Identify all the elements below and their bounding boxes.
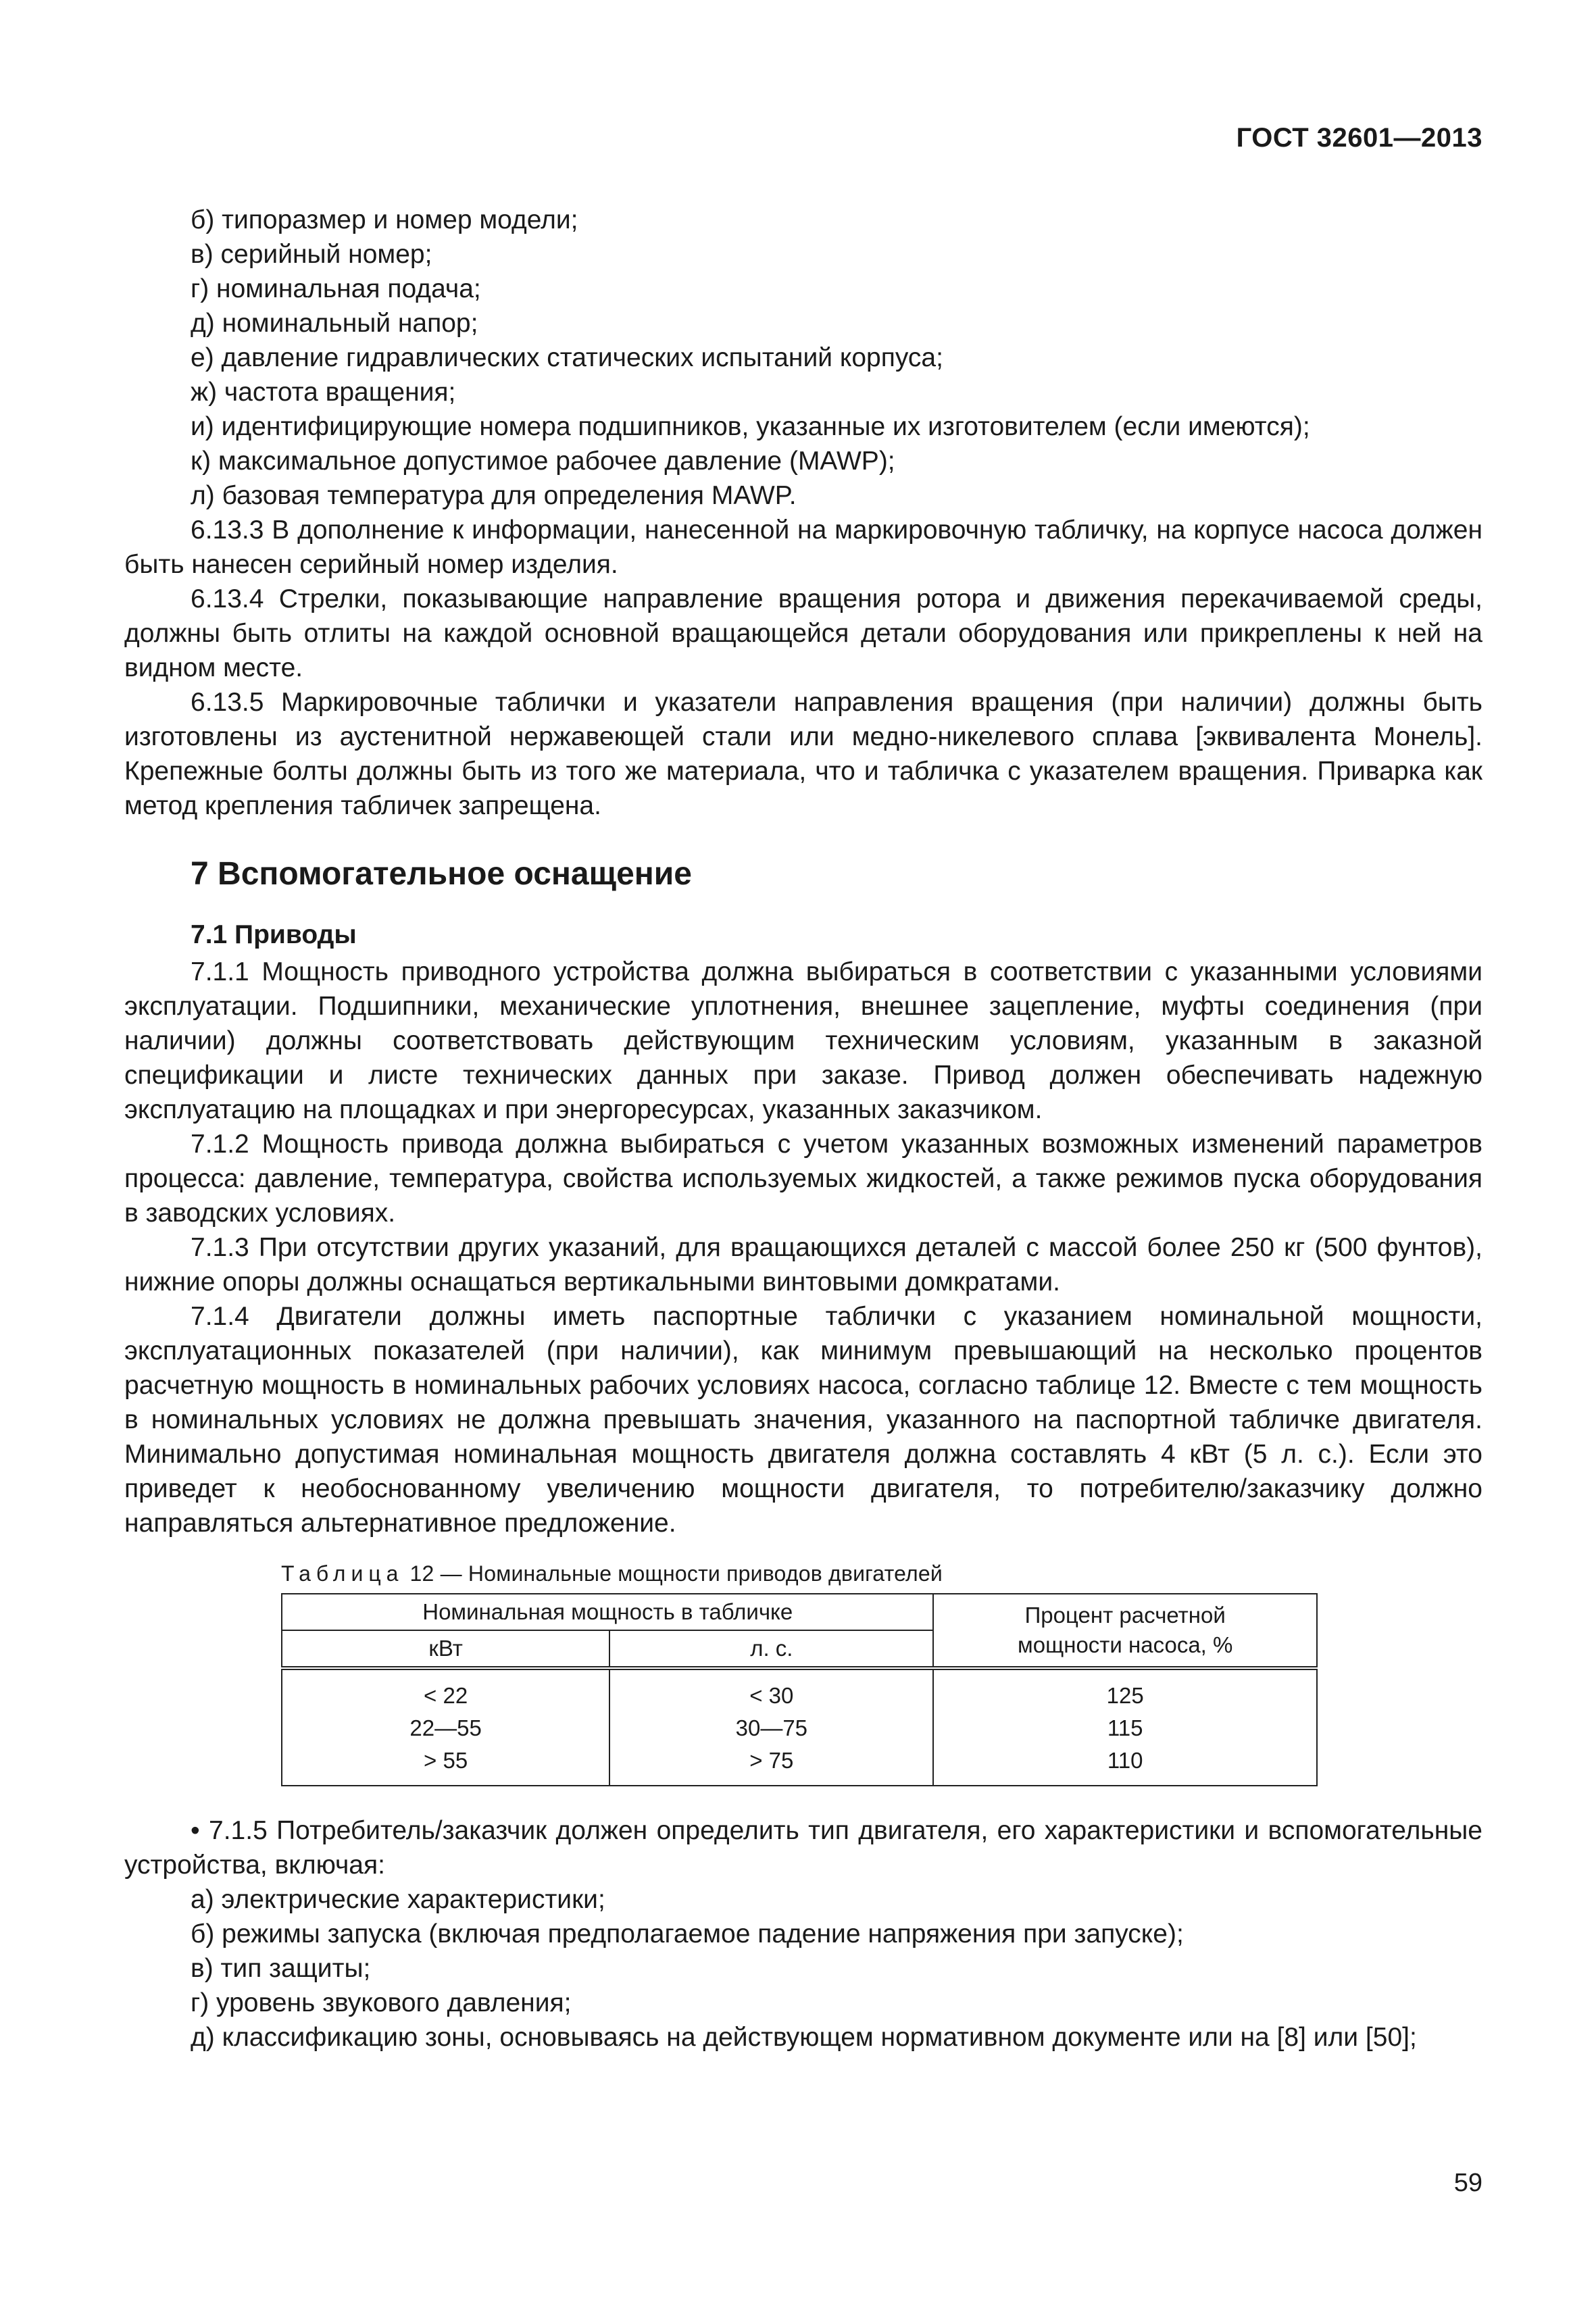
paragraph-7-1-4: 7.1.4 Двигатели должны иметь паспортные таблички с указанием номинальной мощности, эксплуатационных показателей (при наличии), как минимум превышающий на несколько процентов расчетную мощность в номинальных рабочих условиях насоса, согласно таблице 12. Вместе с тем мощность в номинальных условиях не должна превышать значения, указанного на паспортной табличке двигателя. Минимально допустимая номинальная мощность двигателя должна составлять 4 кВт (5 л. с.). Если это приведет к необоснованному увеличению мощности двигателя, то потребителю/заказчику должно направляться альтернативное предложение. [124,1302,1482,1538]
table-cell-percent: 110 [933,1744,1317,1786]
list-item: б) режимы запуска (включая предполагаемое падение напряжения при запуске); [191,1919,1184,1948]
list-item: е) давление гидравлических статических испытаний корпуса; [191,343,943,372]
table-cell-kw: > 55 [282,1744,609,1786]
table-12-caption [281,1558,1482,1589]
table-cell-percent: 125 [933,1668,1317,1712]
subsection-7-1-heading: 7.1 Приводы [191,920,357,949]
list-item: и) идентифицирующие номера подшипников, указанные их изготовителем (если имеются); [191,412,1310,441]
paragraph-6-13-3: 6.13.3 В дополнение к информации, нанесенной на маркировочную табличку, на корпусе насоса должен быть нанесен серийный номер изделия. [124,515,1482,579]
list-item: к) максимальное допустимое рабочее давление (MAWP); [191,447,895,476]
table-header-percent [933,1594,1317,1668]
table-row [282,1712,1317,1744]
section-7-heading: 7 Вспомогательное оснащение [191,856,692,892]
paragraph-7-1-3: 7.1.3 При отсутствии других указаний, для вращающихся деталей с массой более 250 кг (500 фунтов), нижние опоры должны оснащаться вертикальными винтовыми домкратами. [124,1233,1482,1297]
paragraph-7-1-5: • 7.1.5 Потребитель/заказчик должен определить тип двигателя, его характеристики и вспомогательные устройства, включая: [124,1816,1482,1880]
list-item: в) тип защиты; [191,1954,371,1983]
table-caption-text: 12 — Номинальные мощности приводов двигателей [403,1561,943,1586]
page-body [124,203,1482,2055]
page-number: 59 [1453,2169,1482,2197]
table-header-percent-text: Процент расчетной мощности насоса, % [1018,1603,1233,1657]
paragraph-6-13-4: 6.13.4 Стрелки, показывающие направление вращения ротора и движения перекачиваемой среды, должны быть отлиты на каждой основной вращающейся детали оборудования или прикреплены к ней на видном месте. [124,584,1482,682]
list-item: д) номинальный напор; [191,309,478,338]
list-item: а) электрические характеристики; [191,1885,605,1914]
table-12 [281,1593,1318,1786]
table-cell-kw: 22—55 [282,1712,609,1744]
table-cell-percent: 115 [933,1712,1317,1744]
table-cell-hp: 30—75 [609,1712,933,1744]
table-row [282,1668,1317,1712]
paragraph-6-13-5: 6.13.5 Маркировочные таблички и указатели направления вращения (при наличии) должны быть изготовлены из аустенитной нержавеющей стали или медно-никелевого сплава [эквивалента Монель]. Крепежные болты должны быть из того же материала, что и табличка с указателем вращения. Приварка как метод крепления табличек запрещена. [124,688,1482,820]
table-header-kw: кВт [282,1630,609,1668]
table-cell-kw: < 22 [282,1668,609,1712]
table-row [282,1744,1317,1786]
list-item: л) базовая температура для определения MAWP. [191,481,797,510]
paragraph-7-1-2: 7.1.2 Мощность привода должна выбираться с учетом указанных возможных изменений параметров процесса: давление, температура, свойства используемых жидкостей, а также режимов пуска оборудования в заводских условиях. [124,1130,1482,1228]
doc-code-header: ГОСТ 32601—2013 [1236,123,1482,153]
table-cell-hp: < 30 [609,1668,933,1712]
table-header-group: Номинальная мощность в табличке [282,1594,933,1630]
table-caption-label: Таблица [281,1561,404,1586]
list-item: д) классификацию зоны, основываясь на действующем нормативном документе или на [8] или [50]; [191,2023,1417,2052]
table-header-hp: л. с. [609,1630,933,1668]
table-cell-hp: > 75 [609,1744,933,1786]
list-item: б) типоразмер и номер модели; [191,205,578,234]
list-item: ж) частота вращения; [191,378,456,407]
paragraph-7-1-1: 7.1.1 Мощность приводного устройства должна выбираться в соответствии с указанными условиями эксплуатации. Подшипники, механические уплотнения, внешнее зацепление, муфты соединения (при наличии) должны соответствовать действующим техническим условиям, указанным в заказной спецификации и листе технических данных при заказе. Привод должен обеспечивать надежную эксплуатацию на площадках и при энергоресурсах, указанных заказчиком. [124,957,1482,1124]
list-item: г) уровень звукового давления; [191,1988,572,2017]
list-item: г) номинальная подача; [191,274,481,303]
list-item: в) серийный номер; [191,240,432,269]
